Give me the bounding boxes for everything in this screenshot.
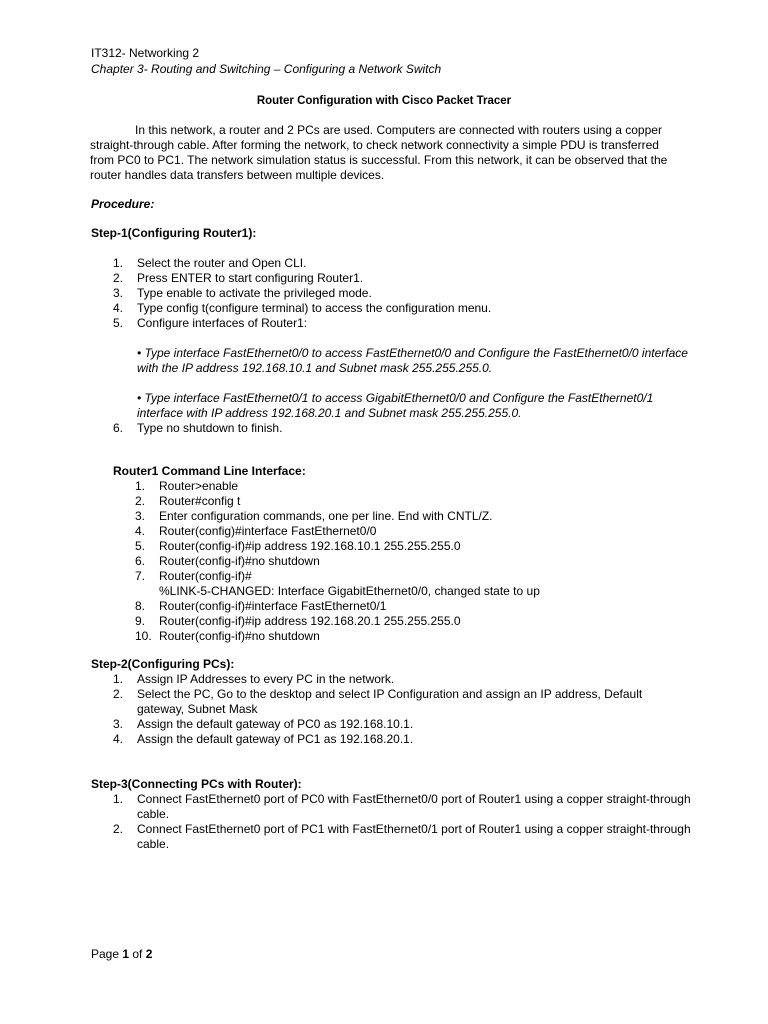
list-item: 3. Assign the default gateway of PC0 as 192.168.10.1. (113, 717, 414, 731)
page-number: Page 1 of 2 (91, 947, 153, 961)
cli-line: 2. Router#config t (135, 494, 241, 508)
chapter-title: Chapter 3- Routing and Switching – Configuring a Network Switch (91, 62, 442, 76)
course-title: IT312- Networking 2 (91, 46, 200, 60)
step1-list (91, 256, 691, 436)
cli-line: 3. Enter configuration commands, one per line. End with CNTL/Z. (135, 509, 493, 523)
cli-list (113, 479, 673, 644)
intro-paragraph: In this network, a router and 2 PCs are used. Computers are connected with routers using a copper straight-through cable. After forming the network, to check network connectivity a simple PDU is transferred from PC0 to PC1. The network simulation status is successful. From this network, it can be observed that the router handles data transfers between multiple devices. (90, 123, 668, 182)
cli-line: 7. Router(config-if)# %LINK-5-CHANGED: Interface GigabitEthernet0/0, changed state to up (113, 569, 673, 599)
list-item: 1. Select the router and Open CLI. (113, 256, 307, 270)
step3-heading: Step-3(Connecting PCs with Router): (91, 777, 302, 791)
list-item: 2. Select the PC, Go to the desktop and select IP Configuration and assign an IP address, Default gateway, Subnet Mask (113, 687, 643, 716)
cli-line: 4. Router(config)#interface FastEthernet0/0 (135, 524, 377, 538)
link-changed-message: %LINK-5-CHANGED: Interface GigabitEthernet0/0, changed state to up (159, 584, 540, 598)
interface-bullet-fa00: • Type interface FastEthernet0/0 to access FastEthernet0/0 and Configure the FastEthernet0/0 interface with the IP address 192.168.10.1 and Subnet mask 255.255.255.0. (137, 346, 688, 375)
cli-line: 1. Router>enable (135, 479, 239, 493)
list-item: 6. Type no shutdown to finish. (113, 421, 283, 435)
list-item: 4. Type config t(configure terminal) to access the configuration menu. (113, 301, 492, 315)
step1-heading: Step-1(Configuring Router1): (91, 226, 257, 240)
interface-bullet-fa01: • Type interface FastEthernet0/1 to access GigabitEthernet0/0 and Configure the FastEthernet0/1 interface with IP address 192.168.20.1 and Subnet mask 255.255.255.0. (137, 391, 654, 420)
list-item: 4. Assign the default gateway of PC1 as 192.168.20.1. (113, 732, 414, 746)
list-item: 1. Connect FastEthernet0 port of PC0 with FastEthernet0/0 port of Router1 using a copper straight-through cable. (113, 792, 691, 821)
list-item: 2. Press ENTER to start configuring Router1. (113, 271, 364, 285)
cli-line: 8. Router(config-if)#interface FastEthernet0/1 (135, 599, 387, 613)
cli-line: 5. Router(config-if)#ip address 192.168.10.1 255.255.255.0 (135, 539, 461, 553)
list-item: 2. Connect FastEthernet0 port of PC1 with FastEthernet0/1 port of Router1 using a copper straight-through cable. (113, 822, 691, 851)
cli-line: 10. Router(config-if)#no shutdown (135, 629, 320, 643)
cli-line: 6. Router(config-if)#no shutdown (135, 554, 320, 568)
step2-list (91, 672, 691, 747)
step3-list (91, 792, 691, 852)
list-item: 5. Configure interfaces of Router1: • Type interface FastEthernet0/0 to access FastEthernet0/0 and Configure the FastEthernet0/0 interface with the IP address 192.168.10.1 and Subnet mask 255.255.255.0. • Type interface FastEthernet0/1 to access GigabitEthernet0/0 and Configure the FastEthernet0/1 interface with IP address 192.168.20.1 and Subnet mask 255.255.255.0. (91, 316, 691, 421)
step2-heading: Step-2(Configuring PCs): (91, 657, 235, 671)
cli-heading: Router1 Command Line Interface: (113, 464, 306, 478)
procedure-heading: Procedure: (91, 197, 155, 211)
document-title: Router Configuration with Cisco Packet Tracer (256, 95, 512, 107)
list-item: 1. Assign IP Addresses to every PC in the network. (113, 672, 395, 686)
cli-line: 9. Router(config-if)#ip address 192.168.20.1 255.255.255.0 (135, 614, 461, 628)
list-item: 3. Type enable to activate the privileged mode. (113, 286, 372, 300)
